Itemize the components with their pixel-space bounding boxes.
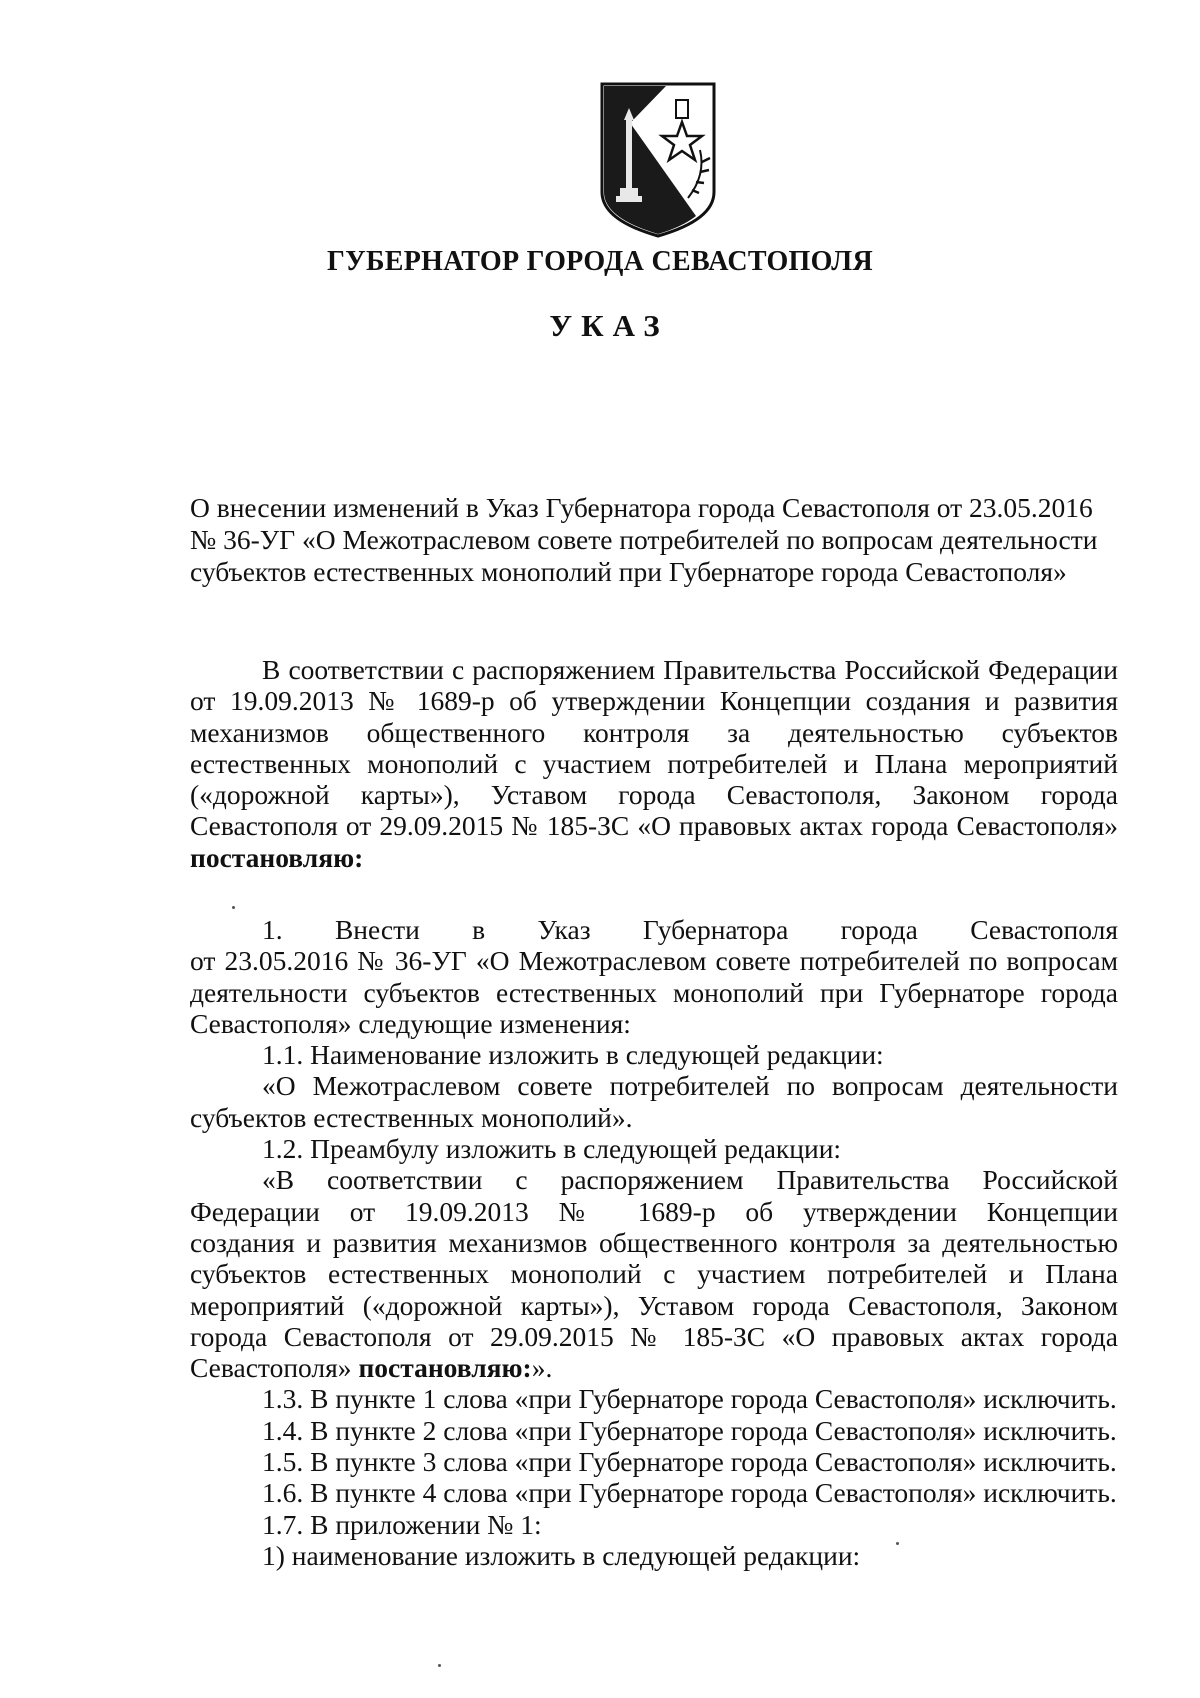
text-line: мероприятий («дорожной карты»), Уставом города Севастополя, Законом <box>190 1289 1118 1321</box>
text-line: В соответствии с распоряжением Правительства Российской Федерации <box>262 654 1118 685</box>
text-span: ». <box>531 1352 553 1384</box>
item-1-2: 1.2. Преамбулу изложить в следующей редакции: <box>262 1133 842 1165</box>
text-line: Федерации от 19.09.2013 № 1689-р об утверждении Концепции <box>190 1195 1118 1227</box>
text-line: субъектов естественных монополий с участием потребителей и Плана <box>190 1258 1118 1290</box>
document-type-heading: УКАЗ <box>549 308 669 343</box>
text-line: («дорожной карты»), Уставом города Севастополя, Законом города <box>190 779 1118 811</box>
item-1-4: 1.4. В пункте 2 слова «при Губернаторе города Севастополя» исключить. <box>262 1414 1117 1446</box>
text-line: 1. Внести в Указ Губернатора города Севастополя <box>262 914 1118 945</box>
text-line: «В соответствии с распоряжением Правительства Российской <box>262 1164 1118 1196</box>
text-line: естественных монополий с участием потребителей и Плана мероприятий <box>190 747 1118 779</box>
text-line: от 23.05.2016 № 36-УГ «О Межотраслевом совете потребителей по вопросам <box>190 945 1118 977</box>
sevastopol-coat-of-arms-icon <box>596 80 720 240</box>
scan-speck <box>896 1542 899 1545</box>
text-line: механизмов общественного контроля за деятельностью субъектов <box>190 716 1118 748</box>
item-1-3: 1.3. В пункте 1 слова «при Губернаторе города Севастополя» исключить. <box>262 1383 1117 1415</box>
text-span: Севастополя» <box>190 1352 352 1384</box>
item-1-7: 1.7. В приложении № 1: <box>262 1508 542 1540</box>
text-line: от 19.09.2013 № 1689-р об утверждении Концепции создания и развития <box>190 685 1118 717</box>
text-line: города Севастополя от 29.09.2015 № 185-ЗС «О правовых актах города <box>190 1320 1118 1352</box>
scan-speck <box>438 1664 441 1667</box>
text-line: «О Межотраслевом совете потребителей по вопросам деятельности <box>262 1070 1118 1102</box>
item-1-1: 1.1. Наименование изложить в следующей редакции: <box>262 1039 884 1071</box>
text-line: субъектов естественных монополий». <box>190 1101 633 1133</box>
item-1-6: 1.6. В пункте 4 слова «при Губернаторе города Севастополя» исключить. <box>262 1477 1117 1509</box>
title-line: субъектов естественных монополий при Губернаторе города Севастополя» <box>190 556 1067 587</box>
text-line <box>190 1352 1118 1383</box>
item-1-paragraph <box>190 914 1118 1571</box>
scan-speck <box>232 906 235 909</box>
preamble-paragraph <box>190 654 1118 873</box>
text-line: Севастополя» следующие изменения: <box>190 1007 631 1039</box>
title-line: № 36-УГ «О Межотраслевом совете потребителей по вопросам деятельности <box>190 524 1098 555</box>
title-line: О внесении изменений в Указ Губернатора города Севастополя от 23.05.2016 <box>190 492 1093 523</box>
text-line: создания и развития механизмов общественного контроля за деятельностью <box>190 1226 1118 1258</box>
text-line: Севастополя от 29.09.2015 № 185-ЗС «О правовых актах города Севастополя» <box>190 810 1118 842</box>
item-1-5: 1.5. В пункте 3 слова «при Губернаторе города Севастополя» исключить. <box>262 1446 1117 1478</box>
decree-word: постановляю: <box>190 841 364 873</box>
text-line: деятельности субъектов естественных монополий при Губернаторе города <box>190 976 1118 1008</box>
issuing-authority: ГУБЕРНАТОР ГОРОДА СЕВАСТОПОЛЯ <box>327 246 873 277</box>
sub-item-1: 1) наименование изложить в следующей редакции: <box>262 1539 861 1571</box>
decree-word: постановляю: <box>358 1352 532 1384</box>
document-title <box>190 492 1120 588</box>
